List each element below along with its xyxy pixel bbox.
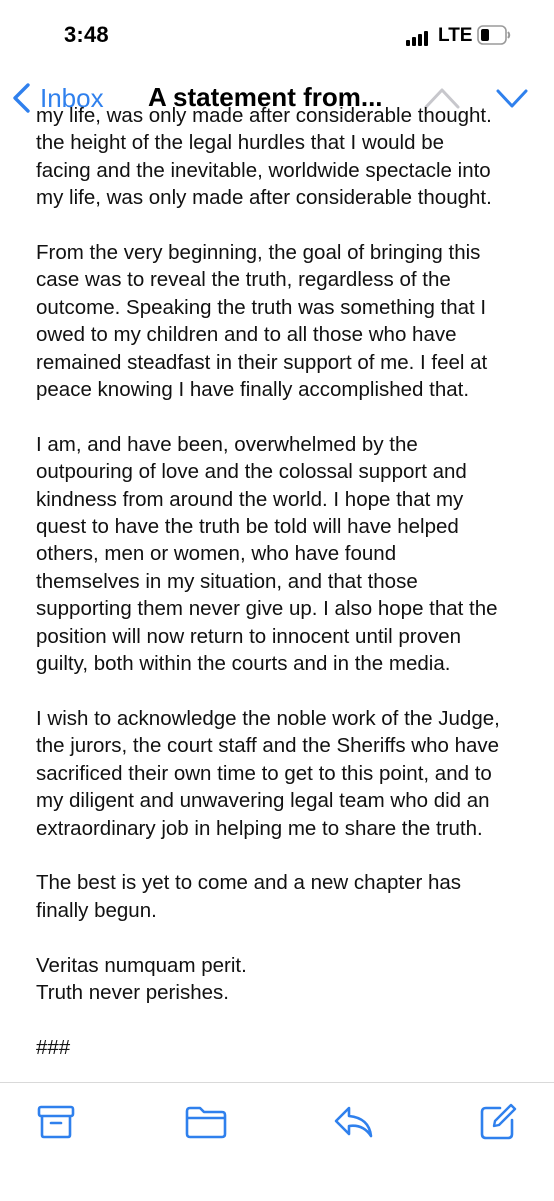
message-line: the jurors, the court staff and the Sheriffs who have: [36, 734, 500, 758]
compose-icon[interactable]: [478, 1103, 518, 1141]
message-line: the height of the legal hurdles that I would be: [36, 131, 445, 155]
bottom-toolbar: [0, 1082, 554, 1201]
message-line: sacrificed their own time to get to this point, and to: [36, 761, 492, 785]
message-line: others, men or women, who have found: [36, 542, 397, 566]
battery-icon: [477, 25, 511, 45]
reply-icon[interactable]: [333, 1103, 375, 1141]
message-line: position will now return to innocent until proven: [36, 624, 462, 648]
network-type: LTE: [438, 25, 473, 46]
message-line: facing and the inevitable, worldwide spectacle into: [36, 158, 491, 182]
message-text: [36, 102, 536, 1089]
message-paragraph: [36, 869, 536, 924]
message-line: finally begun.: [36, 898, 157, 922]
status-bar: [0, 0, 554, 72]
message-line: my life, was only made after considerable thought.: [36, 104, 492, 127]
message-line: ###: [36, 1035, 71, 1059]
message-paragraph: [36, 102, 536, 212]
back-label: Inbox: [40, 82, 104, 113]
message-line: my diligent and unwavering legal team who did an: [36, 789, 490, 813]
message-line: outpouring of love and the colossal support and: [36, 460, 467, 484]
message-line: outcome. Speaking the truth was something that I: [36, 295, 487, 319]
message-paragraph: [36, 705, 536, 842]
message-line: owed to my children and to all those who have: [36, 323, 457, 347]
message-line: From the very beginning, the goal of bringing this: [36, 241, 481, 265]
message-line: extraordinary job in helping me to share the truth.: [36, 816, 483, 840]
message-body[interactable]: [0, 104, 554, 1060]
message-paragraph: [36, 431, 536, 678]
signal-strength-icon: [406, 30, 430, 46]
message-line: my life, was only made after considerable thought.: [36, 186, 492, 210]
message-paragraph: [36, 952, 536, 1007]
folder-icon[interactable]: [184, 1103, 228, 1141]
message-paragraph: [36, 239, 536, 403]
message-line: case was to reveal the truth, regardless of the: [36, 268, 451, 292]
message-line: Truth never perishes.: [36, 980, 229, 1004]
message-line: The best is yet to come and a new chapter has: [36, 871, 462, 895]
message-line: peace knowing I have finally accomplished that.: [36, 378, 470, 402]
chevron-left-icon: [10, 83, 32, 113]
message-line: supporting them never give up. I also hope that the: [36, 597, 498, 621]
archive-icon[interactable]: [36, 1103, 76, 1141]
message-line: Veritas numquam perit.: [36, 953, 247, 977]
message-paragraph: [36, 1034, 536, 1061]
message-line: I wish to acknowledge the noble work of the Judge,: [36, 706, 500, 730]
message-line: I am, and have been, overwhelmed by the: [36, 432, 418, 456]
message-line: remained steadfast in their support of me. I feel at: [36, 350, 488, 374]
message-line: guilty, both within the courts and in the media.: [36, 652, 451, 676]
message-line: kindness from around the world. I hope that my: [36, 487, 464, 511]
message-subject-title: A statement from...: [148, 82, 383, 112]
status-time: 3:48: [64, 22, 109, 47]
message-line: quest to have the truth be told will have helped: [36, 515, 459, 539]
message-line: themselves in my situation, and that those: [36, 569, 418, 593]
